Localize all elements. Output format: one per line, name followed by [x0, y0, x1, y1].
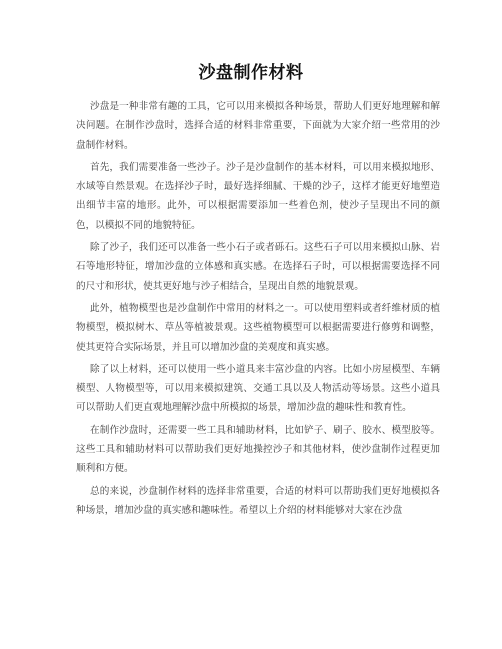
paragraph-tools: 在制作沙盘时，还需要一些工具和辅助材料，比如铲子、刷子、胶水、模型胶等。这些工具和辅助材料可以帮助我们更好地操控沙子和其他材料，使沙盘制作过程更加顺利和方便。 — [76, 424, 440, 475]
paragraph-intro: 沙盘是一种非常有趣的工具，它可以用来模拟各种场景，帮助人们更好地理解和解决问题。在制作沙盘时，选择合适的材料非常重要，下面就为大家介绍一些常用的沙盘制作材料。 — [76, 101, 440, 151]
paragraph-summary: 总的来说，沙盘制作材料的选择非常重要，合适的材料可以帮助我们更好地模拟各种场景，增加沙盘的真实感和趣味性。希望以上介绍的材料能够对大家在沙盘 — [76, 485, 440, 516]
document-body — [76, 97, 440, 520]
paragraph-plants: 此外，植物模型也是沙盘制作中常用的材料之一。可以使用塑料或者纤维材质的植物模型，模拟树木、草丛等植被景观。这些植物模型可以根据需要进行修剪和调整，使其更符合实际场景，并且可以增加沙盘的美观度和真实感。 — [76, 302, 440, 353]
paragraph-sand: 首先，我们需要准备一些沙子。沙子是沙盘制作的基本材料，可以用来模拟地形、水域等自然景观。在选择沙子时，最好选择细腻、干燥的沙子，这样才能更好地塑造出细节丰富的地形。此外，可以根据需要添加一些着色剂，使沙子呈现出不同的颜色，以模拟不同的地貌特征。 — [76, 161, 440, 231]
document-title: 沙盘制作材料 — [198, 63, 304, 83]
paragraph-stones: 除了沙子，我们还可以准备一些小石子或者砾石。这些石子可以用来模拟山脉、岩石等地形特征，增加沙盘的立体感和真实感。在选择石子时，可以根据需要选择不同的尺寸和形状，使其更好地与沙子相结合，呈现出自然的地貌景观。 — [76, 242, 440, 292]
paragraph-props: 除了以上材料，还可以使用一些小道具来丰富沙盘的内容。比如小房屋模型、车辆模型、人物模型等，可以用来模拟建筑、交通工具以及人物活动等场景。这些小道具可以帮助人们更直观地理解沙盘中所模拟的场景，增加沙盘的趣味性和教育性。 — [76, 363, 440, 414]
